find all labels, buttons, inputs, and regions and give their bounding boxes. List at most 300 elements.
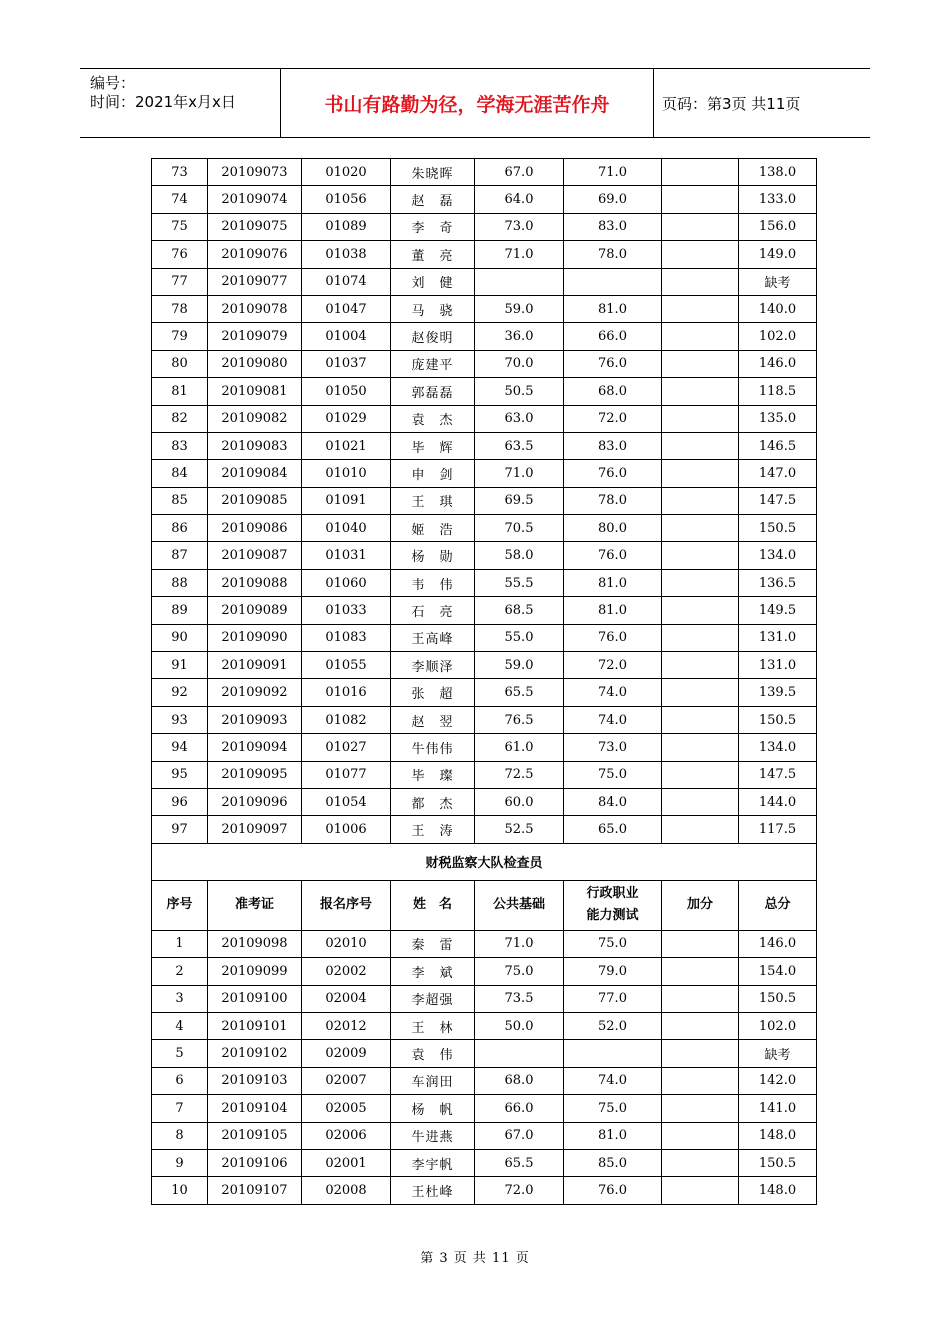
cell-bonus	[662, 350, 739, 377]
cell-ticket: 20109090	[208, 624, 302, 651]
cell-reg-no: 01054	[302, 788, 391, 815]
cell-aptitude: 85.0	[564, 1149, 662, 1176]
cell-bonus	[662, 159, 739, 186]
cell-public-basics: 65.5	[475, 1149, 564, 1176]
header-meta	[80, 69, 281, 137]
cell-seq: 81	[152, 378, 208, 405]
cell-total: 139.5	[739, 679, 817, 706]
cell-name: 毕 璨	[391, 761, 475, 788]
cell-seq: 9	[152, 1149, 208, 1176]
cell-name: 李超强	[391, 985, 475, 1012]
cell-seq: 8	[152, 1122, 208, 1149]
cell-bonus	[662, 706, 739, 733]
cell-seq: 89	[152, 597, 208, 624]
page-header	[80, 68, 870, 138]
table-row	[152, 213, 817, 240]
cell-bonus	[662, 652, 739, 679]
cell-total: 150.5	[739, 706, 817, 733]
cell-bonus	[662, 597, 739, 624]
cell-ticket: 20109105	[208, 1122, 302, 1149]
cell-name: 王杜峰	[391, 1177, 475, 1204]
cell-ticket: 20109084	[208, 460, 302, 487]
cell-public-basics: 71.0	[475, 241, 564, 268]
table-row	[152, 816, 817, 843]
cell-reg-no: 01082	[302, 706, 391, 733]
cell-reg-no: 01029	[302, 405, 391, 432]
cell-name: 刘 健	[391, 268, 475, 295]
cell-public-basics: 64.0	[475, 186, 564, 213]
cell-name: 车润田	[391, 1067, 475, 1094]
cell-aptitude: 65.0	[564, 816, 662, 843]
table-row	[152, 1067, 817, 1094]
cell-aptitude: 81.0	[564, 569, 662, 596]
cell-bonus	[662, 930, 739, 957]
cell-total: 147.5	[739, 487, 817, 514]
cell-seq: 84	[152, 460, 208, 487]
cell-total: 134.0	[739, 734, 817, 761]
cell-reg-no: 02006	[302, 1122, 391, 1149]
cell-total: 141.0	[739, 1095, 817, 1122]
cell-bonus	[662, 295, 739, 322]
table-row	[152, 1177, 817, 1204]
cell-public-basics: 70.5	[475, 515, 564, 542]
cell-aptitude: 76.0	[564, 624, 662, 651]
cell-ticket: 20109077	[208, 268, 302, 295]
cell-reg-no: 01056	[302, 186, 391, 213]
cell-seq: 79	[152, 323, 208, 350]
cell-public-basics: 36.0	[475, 323, 564, 350]
cell-bonus	[662, 788, 739, 815]
cell-total: 146.5	[739, 432, 817, 459]
cell-seq: 2	[152, 958, 208, 985]
cell-public-basics: 72.5	[475, 761, 564, 788]
cell-name: 袁 伟	[391, 1040, 475, 1067]
table-row	[152, 1149, 817, 1176]
cell-aptitude	[564, 1040, 662, 1067]
cell-total: 150.5	[739, 515, 817, 542]
cell-name: 张 超	[391, 679, 475, 706]
cell-public-basics: 50.5	[475, 378, 564, 405]
cell-public-basics: 69.5	[475, 487, 564, 514]
cell-bonus	[662, 1040, 739, 1067]
cell-aptitude: 79.0	[564, 958, 662, 985]
cell-aptitude: 75.0	[564, 761, 662, 788]
cell-bonus	[662, 1012, 739, 1039]
cell-reg-no: 01038	[302, 241, 391, 268]
cell-total: 140.0	[739, 295, 817, 322]
cell-reg-no: 01060	[302, 569, 391, 596]
cell-ticket: 20109083	[208, 432, 302, 459]
cell-public-basics: 60.0	[475, 788, 564, 815]
cell-reg-no: 02005	[302, 1095, 391, 1122]
cell-public-basics: 68.0	[475, 1067, 564, 1094]
cell-ticket: 20109088	[208, 569, 302, 596]
cell-aptitude: 84.0	[564, 788, 662, 815]
cell-ticket: 20109091	[208, 652, 302, 679]
cell-aptitude: 78.0	[564, 487, 662, 514]
cell-public-basics: 72.0	[475, 1177, 564, 1204]
table-row	[152, 268, 817, 295]
cell-public-basics: 63.5	[475, 432, 564, 459]
cell-bonus	[662, 515, 739, 542]
cell-name: 庞建平	[391, 350, 475, 377]
cell-aptitude: 76.0	[564, 460, 662, 487]
cell-ticket: 20109081	[208, 378, 302, 405]
cell-public-basics: 76.5	[475, 706, 564, 733]
cell-public-basics: 58.0	[475, 542, 564, 569]
cell-bonus	[662, 432, 739, 459]
score-table	[151, 158, 817, 1205]
col-header-bonus: 加分	[662, 880, 739, 930]
cell-public-basics: 75.0	[475, 958, 564, 985]
cell-total: 147.0	[739, 460, 817, 487]
cell-name: 赵 翌	[391, 706, 475, 733]
cell-name: 韦 伟	[391, 569, 475, 596]
table-row	[152, 323, 817, 350]
cell-bonus	[662, 569, 739, 596]
cell-name: 石 亮	[391, 597, 475, 624]
table-row	[152, 652, 817, 679]
cell-bonus	[662, 323, 739, 350]
cell-ticket: 20109073	[208, 159, 302, 186]
section-title: 财税监察大队检查员	[152, 843, 817, 880]
cell-reg-no: 01089	[302, 213, 391, 240]
cell-seq: 74	[152, 186, 208, 213]
cell-aptitude: 78.0	[564, 241, 662, 268]
cell-ticket: 20109097	[208, 816, 302, 843]
cell-reg-no: 01083	[302, 624, 391, 651]
cell-ticket: 20109104	[208, 1095, 302, 1122]
cell-seq: 1	[152, 930, 208, 957]
cell-total: 142.0	[739, 1067, 817, 1094]
cell-name: 李顺泽	[391, 652, 475, 679]
cell-bonus	[662, 460, 739, 487]
cell-public-basics: 67.0	[475, 1122, 564, 1149]
cell-name: 赵俊明	[391, 323, 475, 350]
header-motto: 书山有路勤为径，学海无涯苦作舟	[281, 69, 654, 137]
cell-public-basics: 61.0	[475, 734, 564, 761]
cell-name: 赵 磊	[391, 186, 475, 213]
cell-seq: 91	[152, 652, 208, 679]
cell-reg-no: 01010	[302, 460, 391, 487]
cell-bonus	[662, 816, 739, 843]
cell-name: 牛进燕	[391, 1122, 475, 1149]
cell-ticket: 20109099	[208, 958, 302, 985]
table-row	[152, 788, 817, 815]
cell-seq: 85	[152, 487, 208, 514]
cell-aptitude: 83.0	[564, 432, 662, 459]
cell-seq: 76	[152, 241, 208, 268]
cell-public-basics: 73.5	[475, 985, 564, 1012]
cell-aptitude: 75.0	[564, 1095, 662, 1122]
cell-seq: 86	[152, 515, 208, 542]
cell-bonus	[662, 958, 739, 985]
cell-total: 118.5	[739, 378, 817, 405]
cell-seq: 97	[152, 816, 208, 843]
col-header-reg-no: 报名序号	[302, 880, 391, 930]
cell-name: 申 剑	[391, 460, 475, 487]
cell-bonus	[662, 1095, 739, 1122]
cell-ticket: 20109101	[208, 1012, 302, 1039]
cell-total: 147.5	[739, 761, 817, 788]
cell-reg-no: 01055	[302, 652, 391, 679]
cell-seq: 75	[152, 213, 208, 240]
table-row	[152, 1040, 817, 1067]
cell-total: 135.0	[739, 405, 817, 432]
cell-total: 150.5	[739, 985, 817, 1012]
cell-total: 156.0	[739, 213, 817, 240]
cell-total: 148.0	[739, 1177, 817, 1204]
cell-ticket: 20109095	[208, 761, 302, 788]
cell-total: 134.0	[739, 542, 817, 569]
cell-seq: 77	[152, 268, 208, 295]
cell-name: 李 斌	[391, 958, 475, 985]
cell-ticket: 20109094	[208, 734, 302, 761]
cell-ticket: 20109076	[208, 241, 302, 268]
cell-bonus	[662, 761, 739, 788]
cell-reg-no: 01074	[302, 268, 391, 295]
cell-ticket: 20109074	[208, 186, 302, 213]
cell-aptitude: 66.0	[564, 323, 662, 350]
cell-ticket: 20109082	[208, 405, 302, 432]
cell-bonus	[662, 241, 739, 268]
cell-bonus	[662, 268, 739, 295]
cell-reg-no: 01021	[302, 432, 391, 459]
cell-public-basics: 67.0	[475, 159, 564, 186]
cell-name: 李 奇	[391, 213, 475, 240]
cell-ticket: 20109107	[208, 1177, 302, 1204]
cell-name: 牛伟伟	[391, 734, 475, 761]
table-row	[152, 734, 817, 761]
cell-bonus	[662, 1122, 739, 1149]
cell-total: 149.5	[739, 597, 817, 624]
header-page-info: 页码：第3页 共11页	[662, 94, 801, 113]
cell-public-basics: 71.0	[475, 460, 564, 487]
cell-public-basics: 59.0	[475, 652, 564, 679]
cell-name: 毕 辉	[391, 432, 475, 459]
table-row	[152, 930, 817, 957]
table-body-section	[152, 843, 817, 1204]
cell-seq: 80	[152, 350, 208, 377]
cell-reg-no: 02002	[302, 958, 391, 985]
cell-ticket: 20109075	[208, 213, 302, 240]
cell-name: 杨 帆	[391, 1095, 475, 1122]
document-number-label: 编号：	[90, 74, 136, 92]
cell-seq: 6	[152, 1067, 208, 1094]
cell-total: 148.0	[739, 1122, 817, 1149]
cell-reg-no: 01031	[302, 542, 391, 569]
cell-total: 102.0	[739, 323, 817, 350]
cell-bonus	[662, 734, 739, 761]
cell-seq: 93	[152, 706, 208, 733]
col-header-name: 姓 名	[391, 880, 475, 930]
cell-name: 王高峰	[391, 624, 475, 651]
cell-public-basics: 70.0	[475, 350, 564, 377]
cell-seq: 7	[152, 1095, 208, 1122]
table-row	[152, 432, 817, 459]
cell-aptitude: 72.0	[564, 652, 662, 679]
document-date-label: 时间：2021年x月x日	[90, 93, 236, 111]
cell-seq: 90	[152, 624, 208, 651]
cell-public-basics: 68.5	[475, 597, 564, 624]
cell-aptitude: 81.0	[564, 1122, 662, 1149]
col-header-ticket: 准考证	[208, 880, 302, 930]
cell-total: 缺考	[739, 1040, 817, 1067]
cell-aptitude: 52.0	[564, 1012, 662, 1039]
cell-ticket: 20109102	[208, 1040, 302, 1067]
cell-reg-no: 01033	[302, 597, 391, 624]
cell-reg-no: 01091	[302, 487, 391, 514]
table-row	[152, 706, 817, 733]
cell-seq: 95	[152, 761, 208, 788]
cell-ticket: 20109079	[208, 323, 302, 350]
cell-ticket: 20109093	[208, 706, 302, 733]
cell-name: 王 琪	[391, 487, 475, 514]
cell-seq: 3	[152, 985, 208, 1012]
cell-seq: 94	[152, 734, 208, 761]
cell-reg-no: 01004	[302, 323, 391, 350]
cell-seq: 4	[152, 1012, 208, 1039]
cell-total: 102.0	[739, 1012, 817, 1039]
cell-aptitude: 74.0	[564, 706, 662, 733]
cell-bonus	[662, 378, 739, 405]
cell-ticket: 20109096	[208, 788, 302, 815]
page-footer: 第 3 页 共 11 页	[420, 1251, 530, 1266]
cell-reg-no: 02008	[302, 1177, 391, 1204]
table-row	[152, 958, 817, 985]
cell-public-basics: 63.0	[475, 405, 564, 432]
cell-aptitude: 80.0	[564, 515, 662, 542]
cell-reg-no: 02004	[302, 985, 391, 1012]
cell-total: 144.0	[739, 788, 817, 815]
cell-bonus	[662, 1177, 739, 1204]
cell-reg-no: 02001	[302, 1149, 391, 1176]
cell-name: 袁 杰	[391, 405, 475, 432]
cell-name: 马 骁	[391, 295, 475, 322]
cell-name: 王 林	[391, 1012, 475, 1039]
cell-public-basics: 66.0	[475, 1095, 564, 1122]
cell-name: 朱晓晖	[391, 159, 475, 186]
cell-reg-no: 01020	[302, 159, 391, 186]
table-body-continued	[152, 159, 817, 844]
table-row	[152, 159, 817, 186]
cell-bonus	[662, 1067, 739, 1094]
table-row	[152, 378, 817, 405]
col-header-public-basics: 公共基础	[475, 880, 564, 930]
cell-reg-no: 02010	[302, 930, 391, 957]
cell-public-basics: 59.0	[475, 295, 564, 322]
cell-ticket: 20109085	[208, 487, 302, 514]
cell-bonus	[662, 1149, 739, 1176]
cell-total: 131.0	[739, 624, 817, 651]
cell-public-basics: 65.5	[475, 679, 564, 706]
cell-ticket: 20109098	[208, 930, 302, 957]
cell-ticket: 20109086	[208, 515, 302, 542]
cell-reg-no: 01040	[302, 515, 391, 542]
cell-name: 秦 雷	[391, 930, 475, 957]
cell-ticket: 20109089	[208, 597, 302, 624]
cell-seq: 82	[152, 405, 208, 432]
cell-reg-no: 01016	[302, 679, 391, 706]
cell-public-basics: 73.0	[475, 213, 564, 240]
cell-public-basics	[475, 268, 564, 295]
cell-aptitude: 72.0	[564, 405, 662, 432]
cell-reg-no: 01006	[302, 816, 391, 843]
cell-aptitude: 74.0	[564, 679, 662, 706]
cell-aptitude: 68.0	[564, 378, 662, 405]
cell-reg-no: 01077	[302, 761, 391, 788]
table-row	[152, 985, 817, 1012]
cell-ticket: 20109100	[208, 985, 302, 1012]
cell-total: 146.0	[739, 350, 817, 377]
cell-seq: 78	[152, 295, 208, 322]
cell-aptitude: 69.0	[564, 186, 662, 213]
cell-total: 146.0	[739, 930, 817, 957]
cell-aptitude: 81.0	[564, 295, 662, 322]
table-row	[152, 679, 817, 706]
table-row	[152, 350, 817, 377]
cell-bonus	[662, 213, 739, 240]
cell-bonus	[662, 985, 739, 1012]
table-row	[152, 597, 817, 624]
table-row	[152, 542, 817, 569]
cell-bonus	[662, 186, 739, 213]
cell-name: 杨 勋	[391, 542, 475, 569]
table-row	[152, 186, 817, 213]
cell-aptitude: 74.0	[564, 1067, 662, 1094]
cell-total: 154.0	[739, 958, 817, 985]
column-header-row	[152, 880, 817, 930]
section-title-row	[152, 843, 817, 880]
table-row	[152, 1095, 817, 1122]
cell-ticket: 20109080	[208, 350, 302, 377]
cell-reg-no: 02007	[302, 1067, 391, 1094]
table-row	[152, 405, 817, 432]
cell-bonus	[662, 405, 739, 432]
cell-aptitude: 77.0	[564, 985, 662, 1012]
cell-bonus	[662, 487, 739, 514]
cell-reg-no: 01027	[302, 734, 391, 761]
cell-total: 138.0	[739, 159, 817, 186]
table-row	[152, 1012, 817, 1039]
cell-aptitude: 83.0	[564, 213, 662, 240]
cell-total: 136.5	[739, 569, 817, 596]
table-row	[152, 460, 817, 487]
cell-public-basics: 55.0	[475, 624, 564, 651]
cell-seq: 88	[152, 569, 208, 596]
cell-ticket: 20109103	[208, 1067, 302, 1094]
cell-public-basics: 50.0	[475, 1012, 564, 1039]
cell-public-basics: 52.5	[475, 816, 564, 843]
cell-seq: 83	[152, 432, 208, 459]
cell-aptitude: 75.0	[564, 930, 662, 957]
cell-ticket: 20109106	[208, 1149, 302, 1176]
cell-aptitude: 76.0	[564, 542, 662, 569]
cell-aptitude: 71.0	[564, 159, 662, 186]
table-row	[152, 241, 817, 268]
cell-total: 131.0	[739, 652, 817, 679]
cell-public-basics: 71.0	[475, 930, 564, 957]
cell-total: 150.5	[739, 1149, 817, 1176]
cell-total: 133.0	[739, 186, 817, 213]
col-header-total: 总分	[739, 880, 817, 930]
cell-reg-no: 02012	[302, 1012, 391, 1039]
cell-total: 149.0	[739, 241, 817, 268]
cell-name: 李宇帆	[391, 1149, 475, 1176]
table-row	[152, 487, 817, 514]
cell-reg-no: 01050	[302, 378, 391, 405]
cell-seq: 10	[152, 1177, 208, 1204]
